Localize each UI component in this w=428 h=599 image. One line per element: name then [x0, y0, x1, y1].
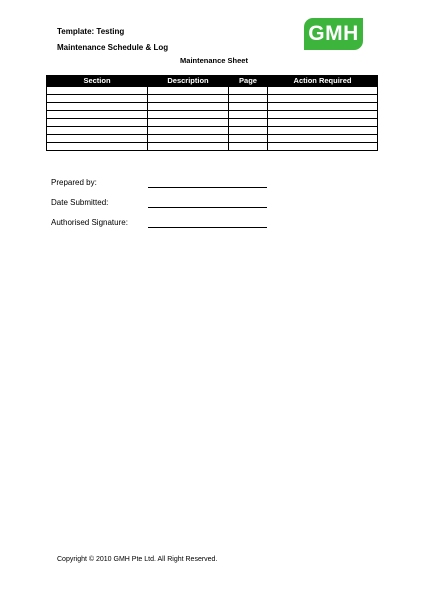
- table-cell[interactable]: [148, 111, 229, 119]
- table-cell[interactable]: [229, 127, 268, 135]
- table-cell[interactable]: [47, 87, 148, 95]
- table-cell[interactable]: [229, 135, 268, 143]
- table-cell[interactable]: [268, 103, 378, 111]
- table-header-row: [47, 76, 378, 87]
- table-cell[interactable]: [268, 119, 378, 127]
- column-header-section: Section: [47, 76, 148, 87]
- authorised-signature-line[interactable]: [148, 227, 267, 228]
- table-row: [47, 87, 378, 95]
- table-cell[interactable]: [47, 103, 148, 111]
- table-cell[interactable]: [229, 95, 268, 103]
- table-cell[interactable]: [148, 95, 229, 103]
- table-cell[interactable]: [47, 95, 148, 103]
- table-cell[interactable]: [268, 87, 378, 95]
- table-cell[interactable]: [268, 127, 378, 135]
- prepared-by-line[interactable]: [148, 187, 267, 188]
- table-row: [47, 143, 378, 151]
- table-cell[interactable]: [229, 143, 268, 151]
- table-cell[interactable]: [148, 127, 229, 135]
- table-cell[interactable]: [148, 143, 229, 151]
- column-header-description: Description: [148, 76, 229, 87]
- column-header-action-required: Action Required: [268, 76, 378, 87]
- date-submitted-label: Date Submitted:: [51, 198, 109, 207]
- table-cell[interactable]: [148, 103, 229, 111]
- schedule-title: Maintenance Schedule & Log: [57, 43, 169, 52]
- table-cell[interactable]: [268, 95, 378, 103]
- table-cell[interactable]: [47, 143, 148, 151]
- table-cell[interactable]: [268, 111, 378, 119]
- table-cell[interactable]: [47, 111, 148, 119]
- authorised-signature-label: Authorised Signature:: [51, 218, 128, 227]
- prepared-by-label: Prepared by:: [51, 178, 97, 187]
- table-cell[interactable]: [148, 119, 229, 127]
- copyright-footer: Copyright © 2010 GMH Pte Ltd. All Right Reserved.: [57, 556, 218, 563]
- table-row: [47, 95, 378, 103]
- table-body: [47, 87, 378, 151]
- gmh-logo: [304, 18, 363, 50]
- table-cell[interactable]: [229, 119, 268, 127]
- table-cell[interactable]: [229, 87, 268, 95]
- table-row: [47, 103, 378, 111]
- table-row: [47, 135, 378, 143]
- sheet-title: Maintenance Sheet: [180, 56, 248, 65]
- column-header-page: Page: [229, 76, 268, 87]
- table-cell[interactable]: [268, 135, 378, 143]
- date-submitted-line[interactable]: [148, 207, 267, 208]
- table-cell[interactable]: [47, 127, 148, 135]
- table-row: [47, 119, 378, 127]
- table-cell[interactable]: [229, 111, 268, 119]
- table-row: [47, 127, 378, 135]
- table-cell[interactable]: [148, 87, 229, 95]
- table-cell[interactable]: [268, 143, 378, 151]
- logo-text: GMH: [308, 22, 359, 45]
- template-title: Template: Testing: [57, 27, 125, 36]
- table-cell[interactable]: [47, 135, 148, 143]
- table-cell[interactable]: [47, 119, 148, 127]
- table-cell[interactable]: [148, 135, 229, 143]
- table-cell[interactable]: [229, 103, 268, 111]
- maintenance-table: [46, 75, 378, 151]
- table-row: [47, 111, 378, 119]
